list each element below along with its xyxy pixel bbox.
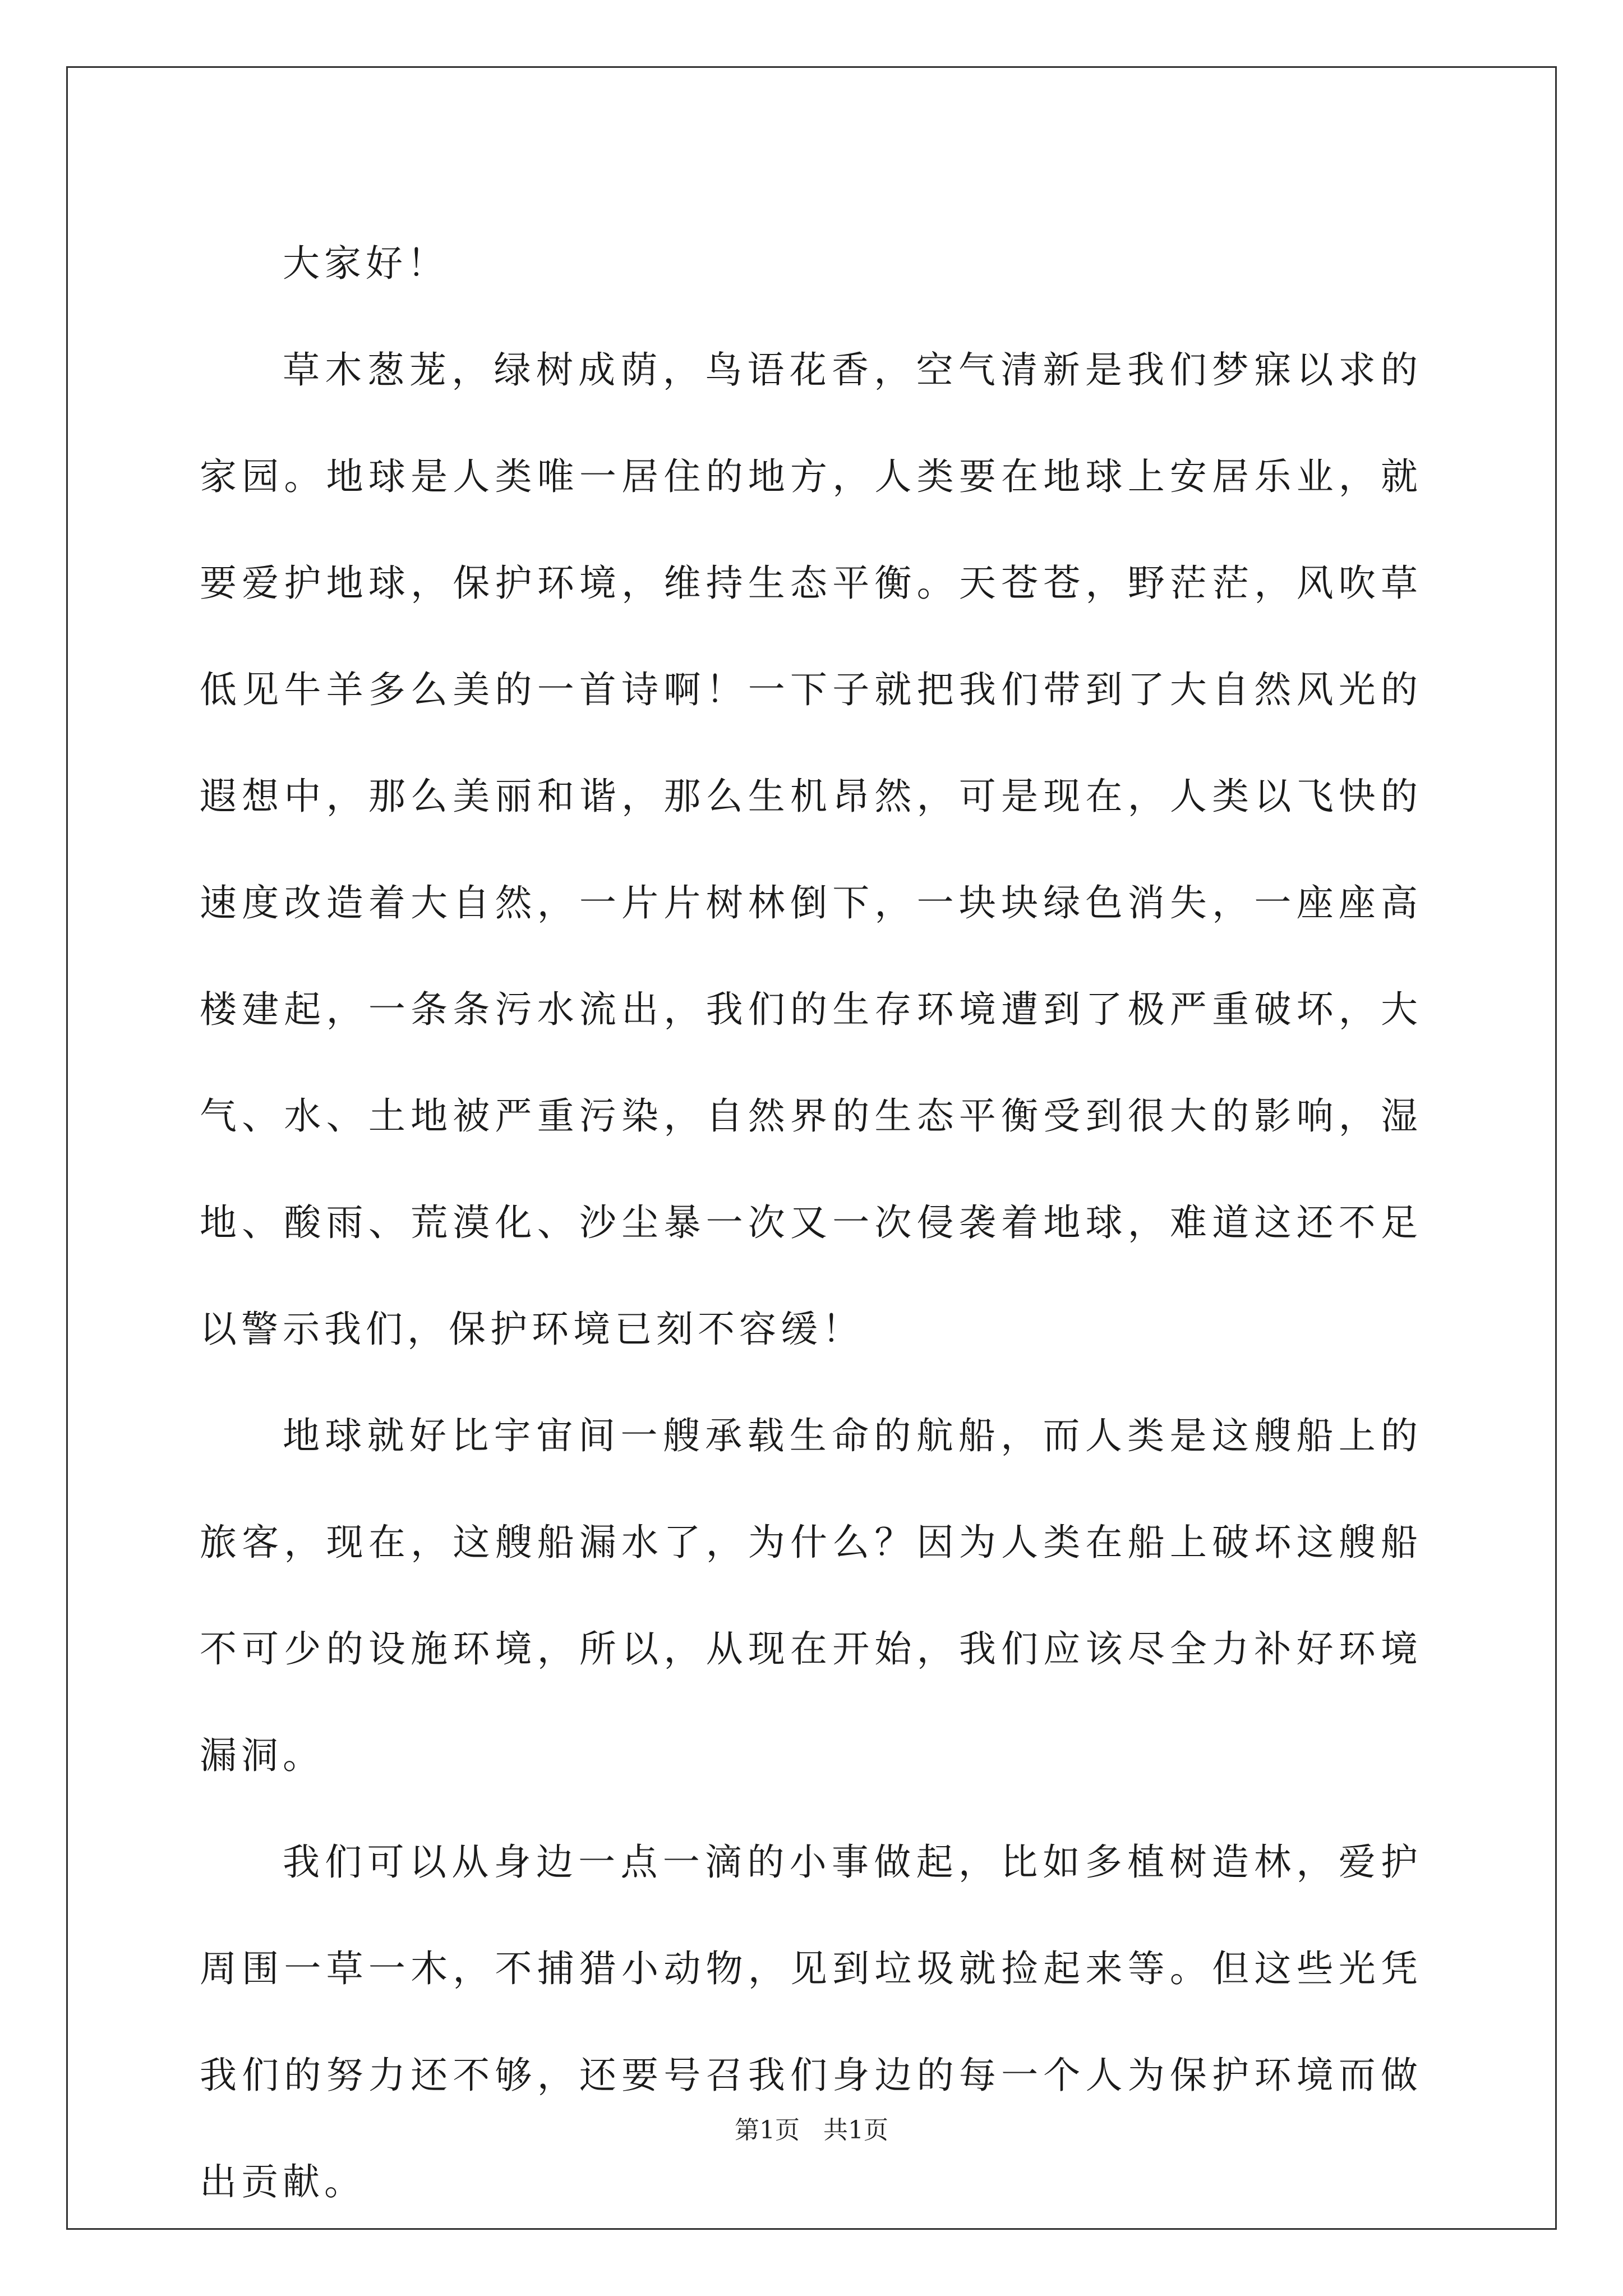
document-body: [200, 210, 1422, 2235]
page-number: 第1页: [735, 2116, 800, 2145]
paragraph-environment: 草木葱茏，绿树成荫，鸟语花香，空气清新是我们梦寐以求的家园。地球是人类唯一居住的地方，人类要在地球上安居乐业，就要爱护地球，保护环境，维持生态平衡。天苍苍，野茫茫，风吹草低见牛羊多么美的一首诗啊！一下子就把我们带到了大自然风光的遐想中，那么美丽和谐，那么生机昂然，可是现在，人类以飞快的速度改造着大自然，一片片树林倒下，一块块绿色消失，一座座高楼建起，一条条污水流出，我们的生存环境遭到了极严重破坏，大气、水、土地被严重污染，自然界的生态平衡受到很大的影响，湿地、酸雨、荒漠化、沙尘暴一次又一次侵袭着地球，难道这还不足以警示我们，保护环境已刻不容缓！: [200, 348, 1422, 1351]
paragraph-earth-ship: 地球就好比宇宙间一艘承载生命的航船，而人类是这艘船上的旅客，现在，这艘船漏水了，为什么？因为人类在船上破坏这艘船不可少的设施环境，所以，从现在开始，我们应该尽全力补好环境漏洞。: [200, 1414, 1422, 1777]
paragraph-greeting: 大家好！: [283, 242, 449, 285]
page-footer: [0, 2114, 1623, 2147]
paragraph-action: 我们可以从身边一点一滴的小事做起，比如多植树造林，爱护周围一草一木，不捕猎小动物，见到垃圾就捡起来等。但这些光凭我们的努力还不够，还要号召我们身边的每一个人为保护环境而做出贡献。: [200, 1841, 1422, 2203]
page-count: 共1页: [823, 2116, 888, 2145]
